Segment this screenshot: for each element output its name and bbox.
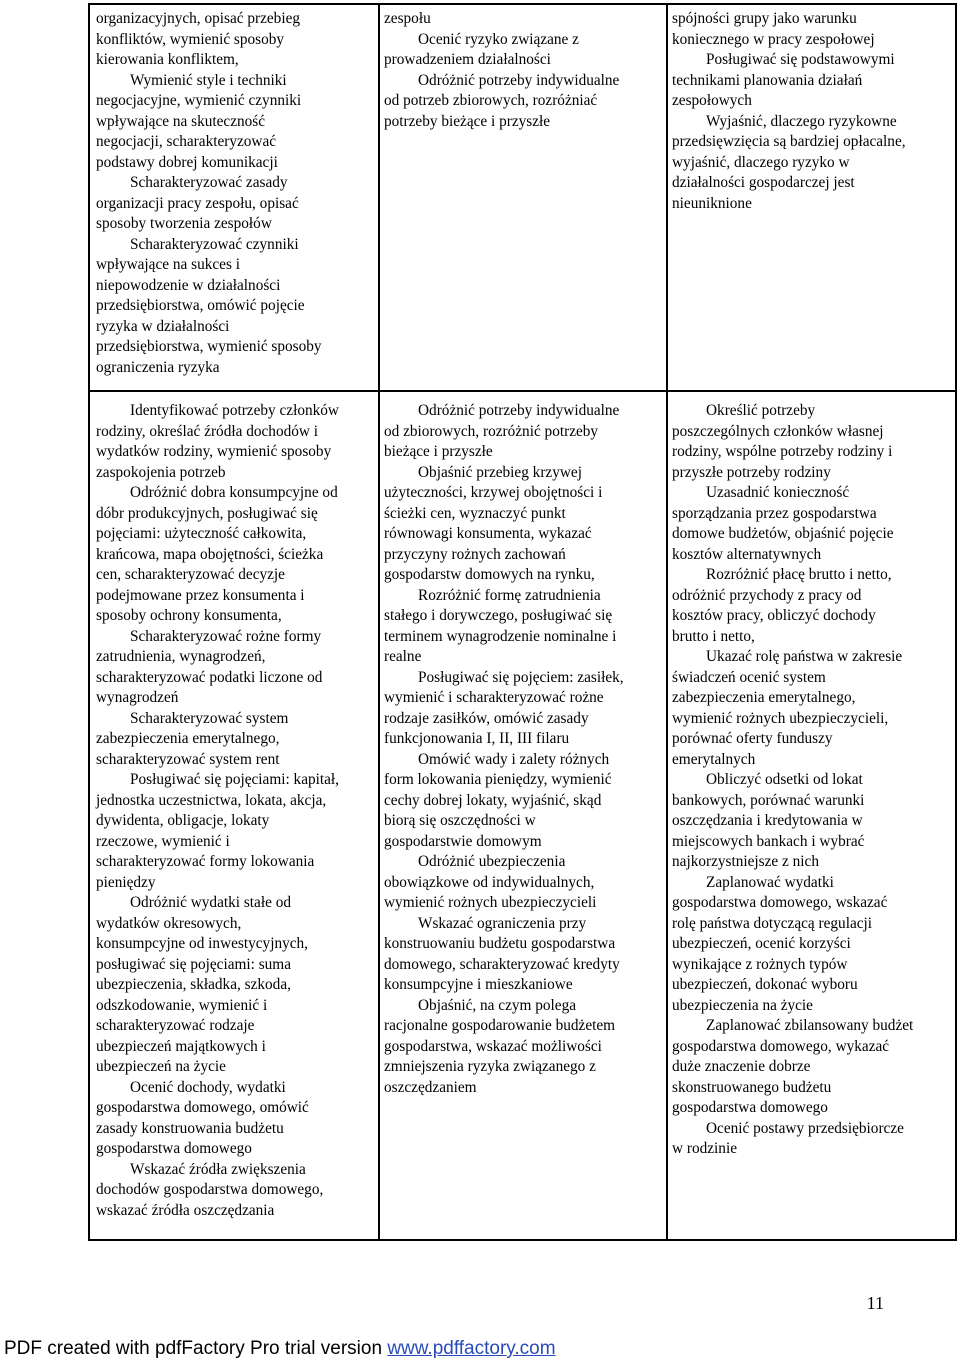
row-divider: [90, 390, 955, 392]
cell-line: Posługiwać się pojęciami: kapitał,: [130, 771, 340, 788]
cell-line: Zaplanować zbilansowany budżet: [706, 1017, 914, 1034]
cell-line: podstawy dobrej komunikacji: [96, 153, 278, 171]
page-number: 11: [866, 1293, 884, 1313]
cell-line: cechy dobrej lokaty, wyjaśnić, skąd: [384, 791, 602, 809]
cell-line: gospodarstwa domowego, omówić: [96, 1099, 309, 1116]
cell-line: Rozróżnić formę zatrudnienia: [418, 586, 601, 604]
cell-row1-col3: [672, 9, 952, 214]
cell-line: domowe budżetów, objaśnić pojęcie: [672, 525, 894, 542]
cell-line: form lokowania pieniędzy, wymienić: [384, 771, 612, 788]
cell-line: ubezpieczeń na życie: [96, 1058, 226, 1075]
cell-line: gospodarstwa domowego: [672, 1099, 828, 1116]
cell-line: scharakteryzować system rent: [96, 750, 280, 768]
cell-line: ubezpieczenia, składka, szkoda,: [96, 976, 291, 993]
cell-line: Zaplanować wydatki: [706, 873, 834, 891]
cell-line: użyteczności, krzywej obojętności i: [384, 484, 603, 501]
cell-line: emerytalnych: [672, 750, 756, 768]
cell-line: równowagi konsumenta, wykazać: [384, 525, 592, 542]
footer-link[interactable]: www.pdffactory.com: [387, 1338, 556, 1359]
cell-line: Odróżnić potrzeby indywidualne: [418, 71, 620, 89]
cell-line: zmniejszenia ryzyka związanego z: [384, 1058, 596, 1075]
cell-line: najkorzystniejsze z nich: [672, 853, 819, 870]
cell-line: prowadzeniem działalności: [384, 51, 551, 68]
cell-line: gospodarstw domowych na rynku,: [384, 566, 595, 583]
cell-line: organizacji pracy zespołu, opisać: [96, 194, 299, 212]
cell-line: Objaśnić przebieg krzywej: [418, 463, 582, 481]
cell-line: przedsiębiorstwa, omówić pojęcie: [96, 297, 305, 314]
cell-line: konsumpcyjne od inwestycyjnych,: [96, 935, 308, 952]
cell-line: działalności gospodarczej jest: [672, 174, 855, 191]
pdf-footer: [4, 1338, 556, 1360]
cell-line: ubezpieczeń majątkowych i: [96, 1037, 266, 1055]
cell-row1-col2: [384, 9, 662, 132]
cell-line: wyjaśnić, dlaczego ryzyko w: [672, 153, 850, 171]
cell-line: gospodarstwa domowego, wykazać: [672, 1037, 890, 1055]
cell-line: negocjacji, scharakteryzować: [96, 133, 277, 150]
cell-line: przyczyny rożnych zachowań: [384, 545, 566, 563]
cell-line: wymienić rożnych ubezpieczycieli,: [672, 709, 889, 727]
cell-line: oszczędzania i kredytowania w: [672, 812, 863, 829]
cell-line: ubezpieczeń, dokonać wyboru: [672, 976, 858, 993]
cell-line: krańcowa, mapa obojętności, ścieżka: [96, 545, 324, 563]
cell-line: Odróżnić ubezpieczenia: [418, 853, 566, 870]
cell-line: podejmowane przez konsumenta i: [96, 586, 305, 604]
cell-line: wynagrodzeń: [96, 689, 179, 706]
cell-line: Odróżnić wydatki stałe od: [130, 894, 291, 911]
cell-line: poszczególnych członków własnej: [672, 422, 884, 440]
cell-line: wymienić i scharakteryzować rożne: [384, 689, 604, 706]
cell-line: zaspokojenia potrzeb: [96, 463, 226, 481]
cell-line: jednostka uczestnictwa, lokata, akcja,: [96, 791, 327, 809]
cell-line: ubezpieczeń, ocenić korzyści: [672, 935, 851, 952]
cell-line: Identyfikować potrzeby członków: [130, 402, 339, 419]
cell-line: Wskazać ograniczenia przy: [418, 914, 587, 932]
cell-line: scharakteryzować rodzaje: [96, 1017, 255, 1034]
cell-line: Ocenić ryzyko związane z: [418, 30, 579, 48]
cell-line: Ukazać rolę państwa w zakresie: [706, 648, 903, 665]
cell-line: sposoby ochrony konsumenta,: [96, 607, 282, 624]
cell-line: ubezpieczenia na życie: [672, 996, 813, 1014]
cell-line: świadczeń ocenić system: [672, 668, 826, 686]
cell-line: rolę państwa dotyczącą regulacji: [672, 914, 873, 932]
cell-line: wpływające na skuteczność: [96, 112, 266, 130]
cell-line: koniecznego w pracy zespołowej: [672, 30, 875, 48]
cell-line: obowiązkowe od indywidualnych,: [384, 873, 595, 891]
cell-line: Wskazać źródła zwiększenia: [130, 1160, 306, 1178]
cell-line: realne: [384, 648, 422, 665]
cell-line: wpływające na sukces i: [96, 256, 240, 273]
cell-line: przedsięwzięcia są bardziej opłacalne,: [672, 133, 906, 150]
cell-line: od zbiorowych, rozróżnić potrzeby: [384, 422, 599, 440]
content-table: [88, 3, 957, 1241]
cell-line: racjonalne gospodarowanie budżetem: [384, 1017, 616, 1034]
cell-line: Scharakteryzować system: [130, 709, 289, 727]
cell-line: konstruowaniu budżetu gospodarstwa: [384, 935, 616, 952]
column-divider: [666, 5, 668, 1239]
cell-line: posługiwać się pojęciami: suma: [96, 955, 291, 973]
cell-line: dóbr produkcyjnych, posługiwać się: [96, 504, 318, 522]
cell-line: kierowania konfliktem,: [96, 51, 239, 68]
cell-line: konsumpcyjne i mieszkaniowe: [384, 976, 573, 993]
cell-line: cen, scharakteryzować decyzje: [96, 566, 285, 583]
cell-line: Scharakteryzować zasady: [130, 174, 288, 191]
cell-line: wynikające z rożnych typów: [672, 955, 848, 973]
footer-text: PDF created with pdfFactory Pro trial version: [4, 1338, 388, 1359]
cell-line: zespołu: [384, 10, 431, 27]
cell-line: stałego i dorywczego, posługiwać się: [384, 607, 613, 624]
cell-line: Obliczyć odsetki od lokat: [706, 771, 863, 788]
cell-line: scharakteryzować formy lokowania: [96, 853, 315, 870]
cell-line: rodziny, wspólne potrzeby rodziny i: [672, 443, 893, 460]
cell-line: Uzasadnić konieczność: [706, 484, 850, 501]
cell-line: spójności grupy jako warunku: [672, 10, 857, 27]
cell-line: wymienić rożnych ubezpieczycieli: [384, 894, 597, 911]
cell-line: skonstruowanego budżetu: [672, 1078, 832, 1096]
cell-line: domowego, scharakteryzować kredyty: [384, 955, 620, 973]
cell-line: sposoby tworzenia zespołów: [96, 215, 272, 232]
cell-line: sporządzania przez gospodarstwa: [672, 504, 877, 522]
cell-line: biorą się oszczędności w: [384, 812, 536, 829]
cell-line: zabezpieczenia emerytalnego,: [96, 730, 280, 747]
cell-line: brutto i netto,: [672, 627, 755, 645]
cell-line: potrzeby bieżące i przyszłe: [384, 112, 551, 130]
cell-line: zatrudnienia, wynagrodzeń,: [96, 648, 266, 665]
cell-line: bankowych, porównać warunki: [672, 791, 865, 809]
cell-line: oszczędzaniem: [384, 1078, 477, 1096]
cell-line: nieuniknione: [672, 194, 752, 212]
cell-line: pieniędzy: [96, 873, 156, 891]
cell-line: Odróżnić potrzeby indywidualne: [418, 402, 620, 419]
cell-line: zasady konstruowania budżetu: [96, 1119, 284, 1137]
cell-line: kosztów pracy, obliczyć dochody: [672, 607, 876, 624]
cell-line: od potrzeb zbiorowych, rozróżniać: [384, 92, 598, 109]
cell-line: Posługiwać się pojęciem: zasiłek,: [418, 668, 624, 686]
cell-line: Odróżnić dobra konsumpcyjne od: [130, 484, 338, 501]
cell-row2-col3: [672, 401, 952, 1160]
cell-line: Wymienić style i techniki: [130, 71, 287, 89]
cell-line: negocjacyjne, wymienić czynniki: [96, 92, 302, 109]
cell-line: porównać oferty funduszy: [672, 730, 833, 747]
cell-line: Posługiwać się podstawowymi: [706, 51, 895, 68]
cell-line: gospodarstwa, wskazać możliwości: [384, 1037, 602, 1055]
cell-row2-col2: [384, 401, 662, 1098]
cell-line: rzeczowe, wymienić i: [96, 832, 230, 850]
cell-line: funkcjonowania I, II, III filaru: [384, 730, 570, 747]
cell-line: odszkodowanie, wymienić i: [96, 996, 268, 1014]
cell-line: w rodzinie: [672, 1140, 737, 1157]
cell-line: dochodów gospodarstwa domowego,: [96, 1181, 324, 1198]
cell-line: Wyjaśnić, dlaczego ryzykowne: [706, 112, 897, 130]
cell-line: gospodarstwa domowego: [96, 1140, 252, 1157]
cell-line: przedsiębiorstwa, wymienić sposoby: [96, 338, 322, 355]
cell-line: wskazać źródła oszczędzania: [96, 1201, 275, 1219]
column-divider: [378, 5, 380, 1239]
cell-line: wydatków rodziny, wymienić sposoby: [96, 443, 332, 460]
cell-row2-col1: [96, 401, 374, 1221]
cell-line: miejscowych bankach i wybrać: [672, 832, 865, 850]
cell-line: odróżnić przychody z pracy od: [672, 586, 862, 604]
cell-line: Ocenić dochody, wydatki: [130, 1078, 286, 1096]
cell-line: bieżące i przyszłe: [384, 443, 493, 460]
cell-line: ścieżki cen, wyznaczyć punkt: [384, 504, 566, 522]
cell-row1-col1: [96, 9, 374, 378]
cell-line: Scharakteryzować rożne formy: [130, 627, 322, 645]
cell-line: gospodarstwa domowego, wskazać: [672, 894, 888, 911]
cell-line: rodziny, określać źródła dochodów i: [96, 422, 319, 440]
cell-line: ryzyka w działalności: [96, 317, 230, 335]
cell-line: Objaśnić, na czym polega: [418, 996, 577, 1014]
cell-line: Określić potrzeby: [706, 402, 816, 419]
cell-line: niepowodzenie w działalności: [96, 276, 281, 294]
cell-line: terminem wynagrodzenie nominalne i: [384, 627, 617, 645]
cell-line: technikami planowania działań: [672, 71, 863, 89]
cell-line: Omówić wady i zalety różnych: [418, 750, 610, 768]
cell-line: kosztów alternatywnych: [672, 545, 822, 563]
cell-line: organizacyjnych, opisać przebieg: [96, 10, 301, 27]
cell-line: zabezpieczenia emerytalnego,: [672, 689, 856, 706]
cell-line: konfliktów, wymienić sposoby: [96, 30, 285, 48]
cell-line: duże znaczenie dobrze: [672, 1058, 811, 1075]
cell-line: zespołowych: [672, 92, 752, 109]
cell-line: przyszłe potrzeby rodziny: [672, 463, 831, 481]
cell-line: pojęciami: użyteczność całkowita,: [96, 525, 307, 542]
cell-line: wydatków okresowych,: [96, 914, 242, 932]
cell-line: ograniczenia ryzyka: [96, 358, 220, 376]
cell-line: Scharakteryzować czynniki: [130, 235, 299, 253]
cell-line: scharakteryzować podatki liczone od: [96, 668, 323, 686]
cell-line: dywidenta, obligacje, lokaty: [96, 812, 270, 829]
cell-line: Rozróżnić płacę brutto i netto,: [706, 566, 892, 583]
cell-line: gospodarstwie domowym: [384, 832, 542, 850]
cell-line: Ocenić postawy przedsiębiorcze: [706, 1119, 904, 1137]
cell-line: rodzaje zasiłków, omówić zasady: [384, 709, 589, 727]
